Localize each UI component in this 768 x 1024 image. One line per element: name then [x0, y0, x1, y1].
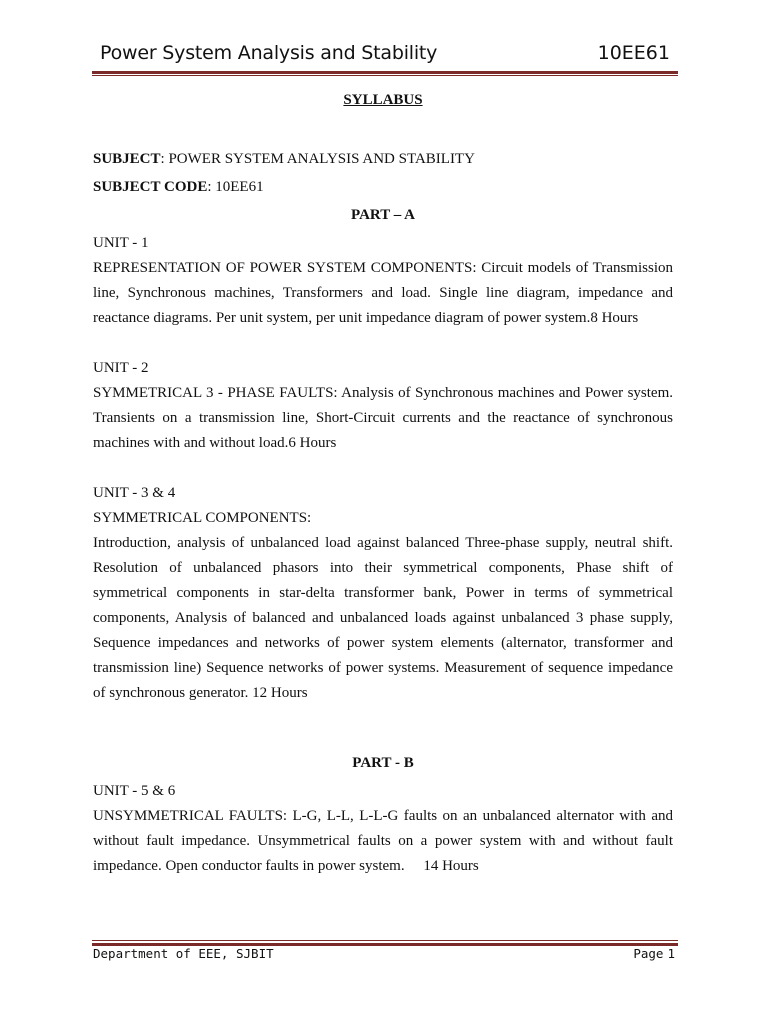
footer-department: Department of EEE, SJBIT — [93, 946, 274, 961]
header-rule-thick — [92, 71, 678, 74]
subject-label: SUBJECT — [93, 151, 161, 167]
footer-page-number: 1 — [667, 946, 675, 961]
unit-3-4-label: UNIT - 3 & 4 — [93, 485, 176, 501]
footer-page — [633, 946, 675, 961]
subject-code-label: SUBJECT CODE — [93, 179, 208, 195]
part-b-heading: PART - B — [352, 755, 414, 771]
part-a-heading: PART – A — [351, 207, 415, 223]
unit-5-6-text: UNSYMMETRICAL FAULTS: L-G, L-L, L-L-G faults on an unbalanced alternator with and without fault impedance. Unsymmetrical faults on a power system with and without fault impedance. Open conductor faults in power system. 14 Hours — [93, 808, 677, 874]
header-course-code: 10EE61 — [597, 42, 670, 64]
footer-rule-thin — [92, 940, 678, 941]
document-body — [93, 88, 677, 879]
header-title: Power System Analysis and Stability — [100, 42, 438, 64]
unit-3-4-text: Introduction, analysis of unbalanced load against balanced Three-phase supply, neutral shift. Resolution of unbalanced phasors into their symmetrical components, Phase shift of symmetrical components in star-delta transformer bank, Power in terms of symmetrical components, Analysis of balanced and unbalanced loads against unbalanced 3 phase supply, Sequence impedances and networks of power system elements (alternator, transformer and transmission line) Sequence networks of power systems. Measurement of sequence impedance of synchronous generator. 12 Hours — [93, 535, 673, 701]
unit-2-text: SYMMETRICAL 3 - PHASE FAULTS: Analysis of Synchronous machines and Power system. Transients on a transmission line, Short-Circuit currents and the reactance of synchronous machines with and without load.6 Hours — [93, 385, 673, 451]
unit-2-label: UNIT - 2 — [93, 360, 149, 376]
subject-line — [93, 147, 673, 172]
syllabus-title: SYLLABUS — [343, 92, 423, 108]
page-footer — [93, 946, 675, 968]
unit-5-6-label: UNIT - 5 & 6 — [93, 783, 176, 799]
subject-code-line — [93, 175, 673, 200]
unit-1-label: UNIT - 1 — [93, 235, 149, 251]
unit-1-text: REPRESENTATION OF POWER SYSTEM COMPONENTS: Circuit models of Transmission line, Synchronous machines, Transformers and load. Single line diagram, impedance and reactance diagrams. Per unit system, per unit impedance diagram of power system.8 Hours — [93, 260, 673, 326]
page-header — [100, 38, 670, 72]
subject-value: : POWER SYSTEM ANALYSIS AND STABILITY — [160, 151, 475, 167]
header-rule-thin — [92, 75, 678, 76]
subject-code-value: : 10EE61 — [207, 179, 264, 195]
unit-3-4-heading: SYMMETRICAL COMPONENTS: — [93, 510, 312, 526]
footer-page-label: Page — [633, 946, 664, 961]
